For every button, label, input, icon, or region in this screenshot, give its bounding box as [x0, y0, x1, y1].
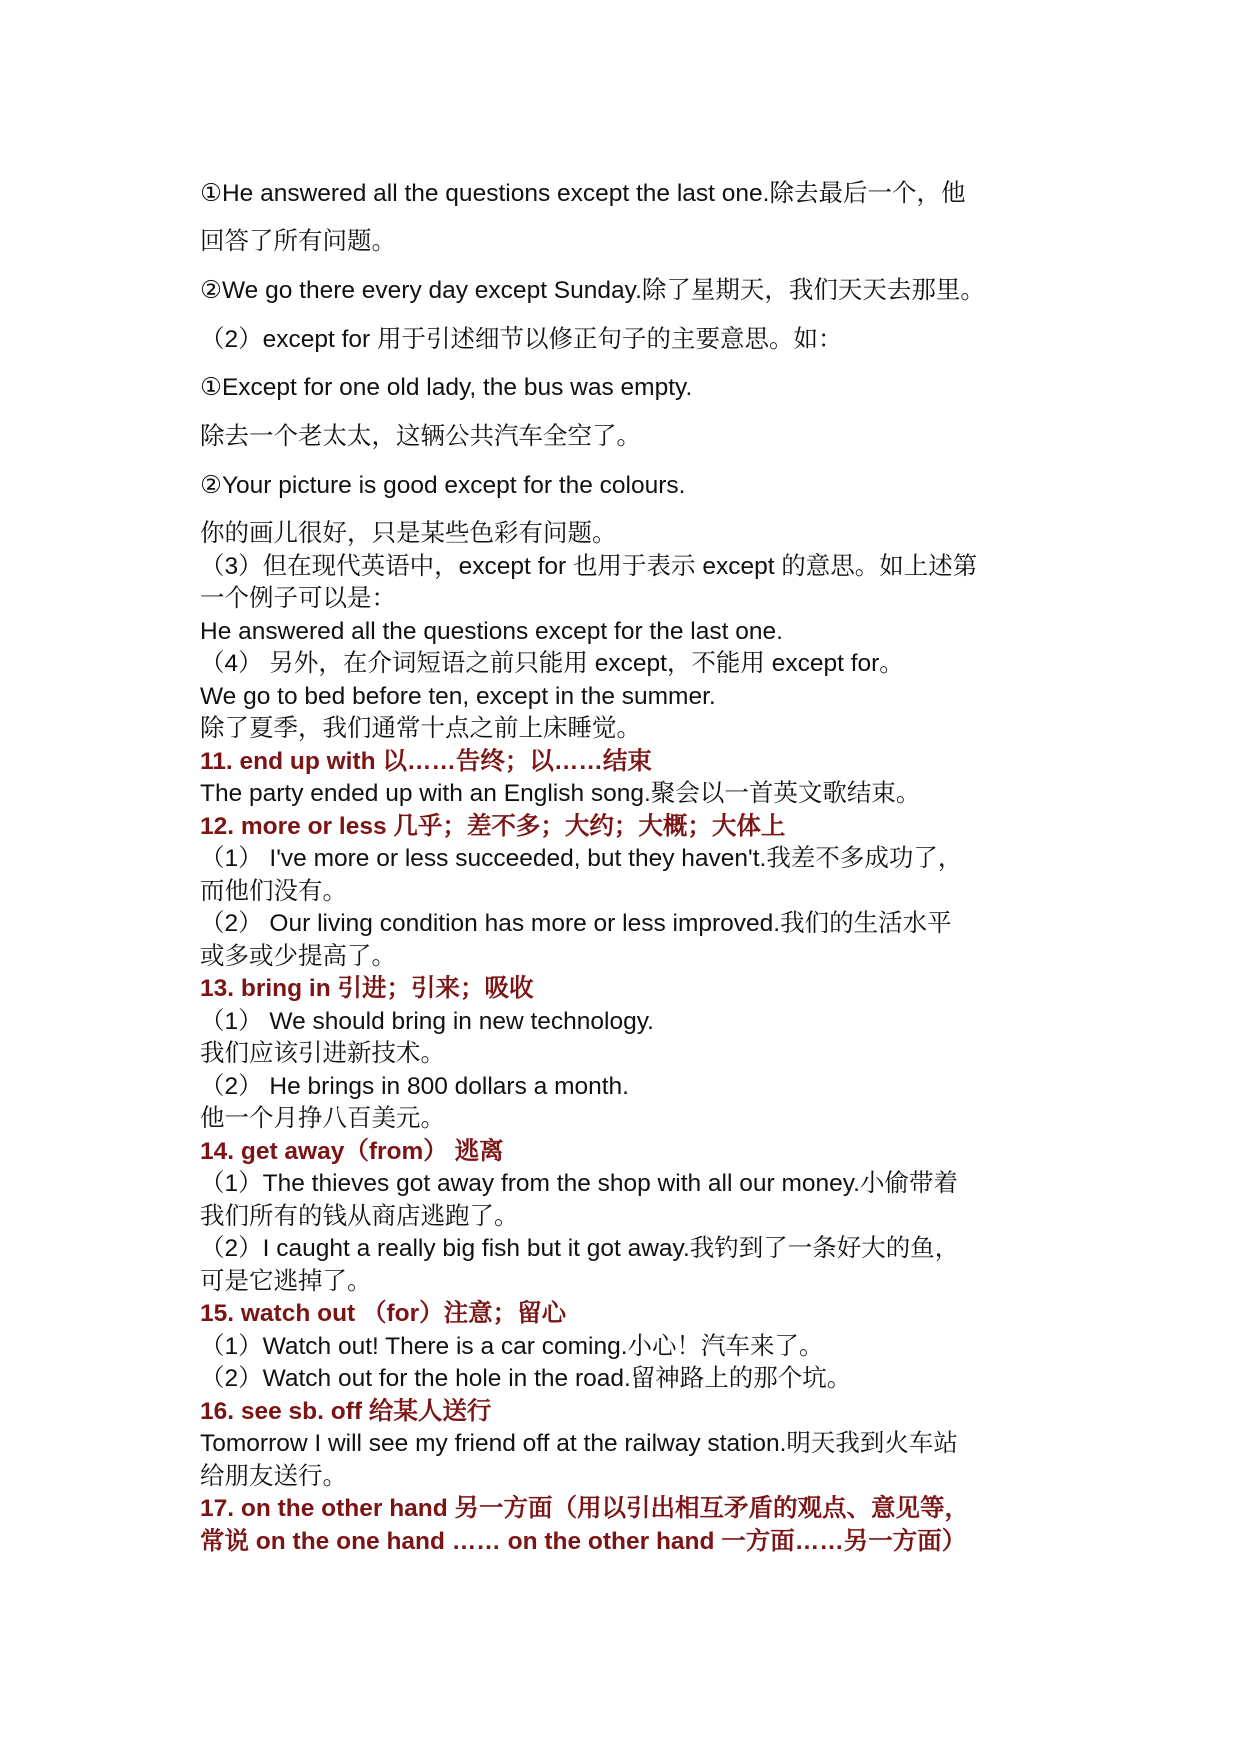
text-line: 给朋友送行。 — [200, 1463, 347, 1490]
text-line: （2） Our living condition has more or less improved.我们的生活水平 — [200, 910, 952, 937]
section-heading: 11. end up with 以……告终；以……结束 — [200, 748, 652, 775]
text-line: 或多或少提高了。 — [200, 943, 396, 970]
text-line: The party ended up with an English song.聚会以一首英文歌结束。 — [200, 780, 921, 807]
text-line: （1） We should bring in new technology. — [200, 1008, 654, 1035]
text-line: 一个例子可以是： — [200, 585, 396, 612]
text-line: He answered all the questions except for the last one. — [200, 618, 783, 645]
text-line: 可是它逃掉了。 — [200, 1268, 372, 1295]
text-line: （1）Watch out! There is a car coming.小心！汽车来了。 — [200, 1333, 824, 1360]
section-heading: 12. more or less 几乎；差不多；大约；大概；大体上 — [200, 813, 786, 840]
text-line: 我们应该引进新技术。 — [200, 1040, 445, 1067]
section-heading: 15. watch out （for）注意；留心 — [200, 1300, 567, 1327]
text-line: 回答了所有问题。 — [200, 228, 396, 255]
text-line: ①He answered all the questions except the last one.除去最后一个，他 — [200, 180, 966, 207]
text-line: （1） I've more or less succeeded, but they haven't.我差不多成功了， — [200, 845, 963, 872]
text-line: ②We go there every day except Sunday.除了星期天，我们天天去那里。 — [200, 277, 985, 304]
text-line: ①Except for one old lady, the bus was empty. — [200, 374, 693, 401]
text-line: （1）The thieves got away from the shop with all our money.小偷带着 — [200, 1170, 958, 1197]
text-line: （4） 另外，在介词短语之前只能用 except，不能用 except for。 — [200, 650, 904, 677]
text-line: （2） He brings in 800 dollars a month. — [200, 1073, 629, 1100]
text-line: 你的画儿很好，只是某些色彩有问题。 — [200, 520, 617, 547]
section-heading: 常说 on the one hand …… on the other hand 一方面……另一方面） — [200, 1528, 967, 1555]
text-line: （2）Watch out for the hole in the road.留神路上的那个坑。 — [200, 1365, 852, 1392]
section-heading: 16. see sb. off 给某人送行 — [200, 1398, 492, 1425]
text-line: 他一个月挣八百美元。 — [200, 1105, 445, 1132]
section-heading: 17. on the other hand 另一方面（用以引出相互矛盾的观点、意见等， — [200, 1495, 970, 1522]
text-line: 而他们没有。 — [200, 878, 347, 905]
section-heading: 14. get away（from） 逃离 — [200, 1138, 504, 1165]
text-line: 除了夏季，我们通常十点之前上床睡觉。 — [200, 715, 641, 742]
section-heading: 13. bring in 引进；引来；吸收 — [200, 975, 534, 1002]
text-line: We go to bed before ten, except in the summer. — [200, 683, 716, 710]
text-line: 我们所有的钱从商店逃跑了。 — [200, 1203, 519, 1230]
text-line: （2）I caught a really big fish but it got away.我钓到了一条好大的鱼， — [200, 1235, 960, 1262]
text-line: 除去一个老太太，这辆公共汽车全空了。 — [200, 423, 641, 450]
text-line: （2）except for 用于引述细节以修正句子的主要意思。如： — [200, 326, 843, 353]
text-line: （3）但在现代英语中，except for 也用于表示 except 的意思。如上述第 — [200, 553, 978, 580]
text-line: ②Your picture is good except for the colours. — [200, 472, 686, 499]
text-line: Tomorrow I will see my friend off at the railway station.明天我到火车站 — [200, 1430, 958, 1457]
